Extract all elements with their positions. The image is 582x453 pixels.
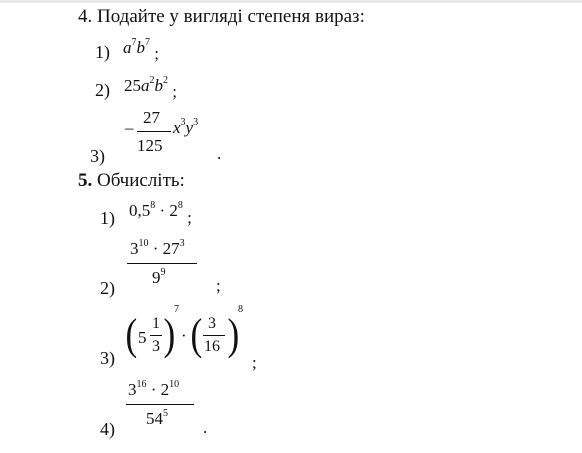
denominator-5-2: $9^9$ [152,267,166,287]
trailing-period: . [203,418,208,437]
item-label: 2) [100,278,115,298]
fraction-bar [137,131,171,132]
top-edge [0,0,582,3]
trailing-semicolon: ; [216,276,221,295]
fraction-denominator: 125 [137,136,163,155]
fraction-bar [127,263,197,264]
fraction-numerator: 27 [143,108,160,127]
task4-number: 4. [78,6,93,27]
right-paren: ) [227,310,240,359]
task4-title: Подайте у вигляді степеня вираз: [97,6,365,27]
task5-number: 5. [78,170,93,191]
fraction-denominator: 16 [204,338,220,355]
minus-sign: – [125,118,134,137]
task4-heading [78,6,365,28]
mixed-denominator: 3 [152,338,160,355]
task5-title: Обчисліть: [97,170,185,191]
denominator-5-4: $54^5$ [146,408,168,428]
fraction-bar [126,404,194,405]
fraction-numerator: 3 [208,315,216,332]
item-label: 1) [100,208,115,228]
mixed-numerator: 1 [152,315,160,332]
exponent: 8 [238,304,243,315]
left-paren: ( [125,310,138,359]
expression-4-2: $25a^2b^2$ ; [124,75,177,101]
whole-part: 5 [138,328,147,347]
trailing-period: . [217,144,222,163]
dot-operator: · [181,326,187,345]
numerator-5-4: $3^{16} \cdot 2^{10}$ [128,379,180,399]
left-paren: ( [190,310,203,359]
expression-4-1: $a^7b^7$ ; [123,37,159,63]
numerator-5-2: $3^{10} \cdot 27^3$ [130,238,185,258]
item-label: 2) [95,80,110,100]
item-label: 4) [100,419,115,439]
expression-5-1: $0,5^8 \cdot 2^8$ ; [129,200,192,227]
exponent: 7 [174,304,179,315]
item-label: 1) [95,42,110,62]
trailing-semicolon: ; [252,353,257,372]
variables-xy: $x^3y^3$ [173,117,199,137]
right-paren: ) [163,310,176,359]
task5-heading [78,170,185,192]
item-label: 3) [90,146,105,166]
item-label: 3) [100,348,115,368]
fraction-bar [150,335,162,336]
fraction-bar [203,335,225,336]
